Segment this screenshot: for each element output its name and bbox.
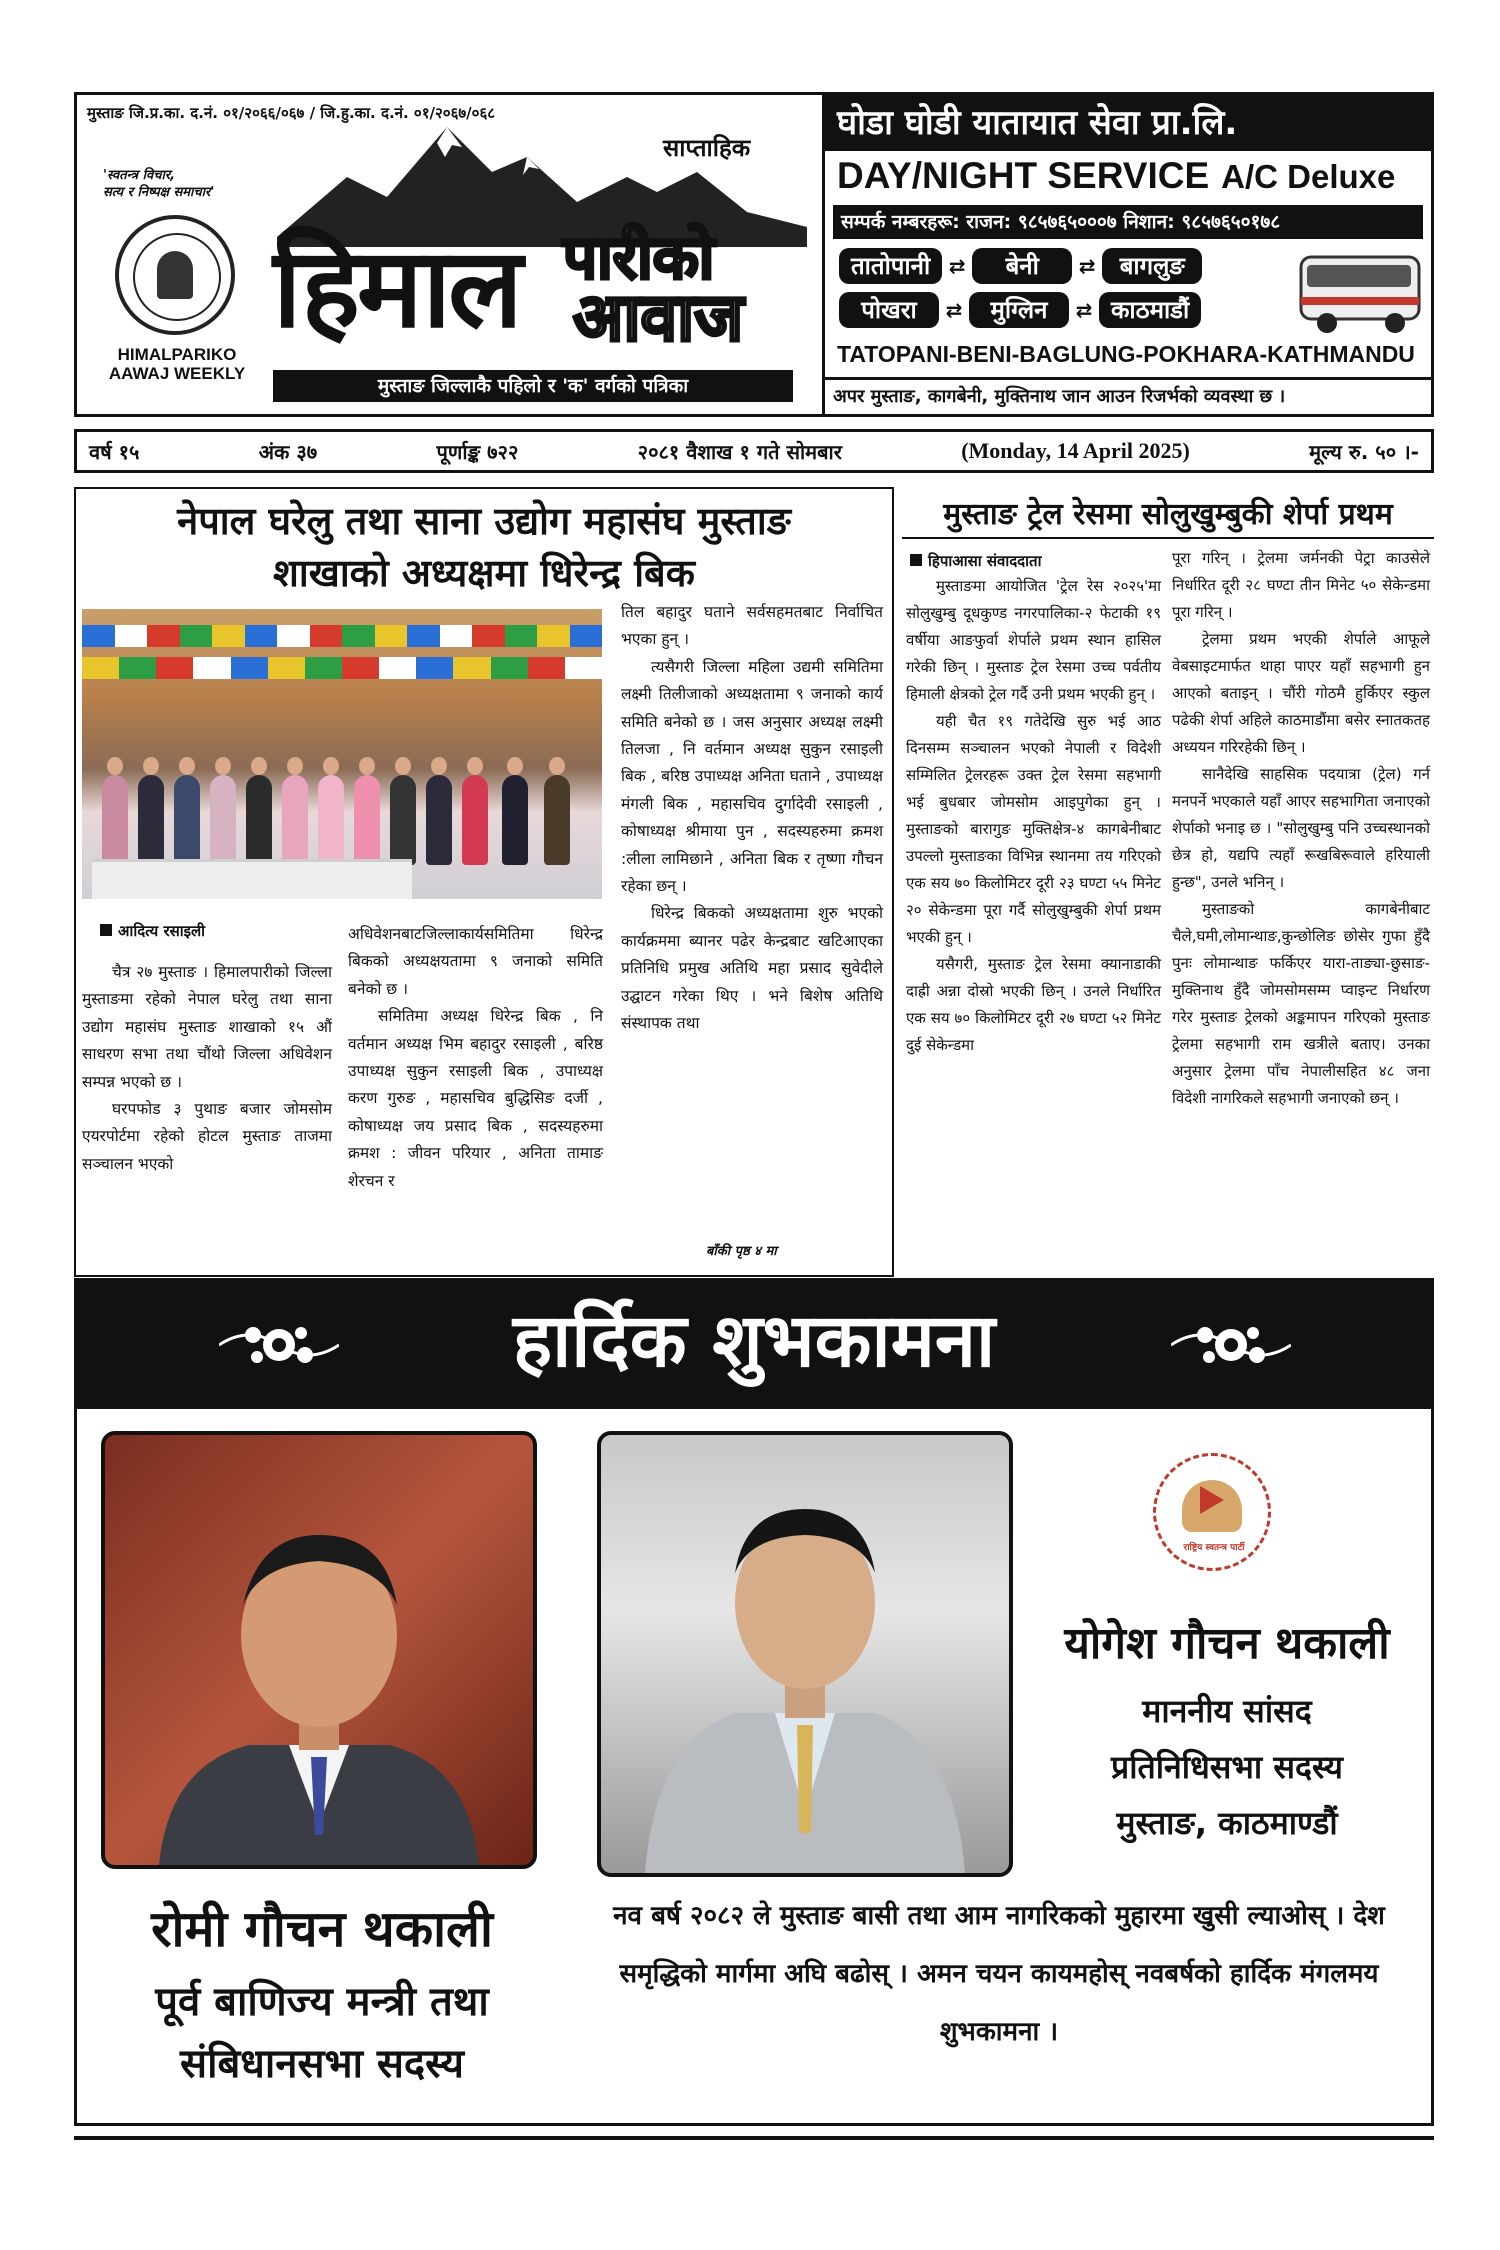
person-1-role bbox=[77, 1971, 567, 2095]
story1-paragraph: अधिवेशनबाटजिल्लाकार्यसमितिमा धिरेन्द्र बिकको अध्यक्षयतामा ९ जनाको समिति बनेको छ । bbox=[348, 925, 603, 998]
story2-paragraph: यही चैत १९ गतेदेखि सुरु भई आठ दिनसम्म सञ्चालन भएको नेपाली र विदेशी सम्मिलित ट्रेलरहरू उक्त ट्रेल रेसमा सहभागी भई बुधबार जोमसोम आइपुगेका हुन् । मुस्ताङको बारागुङ मुक्तिक्षेत्र-४ कागबेनीबाट उपल्लो मुस्ताङका विभिन्न स्थानमा तय गरिएको एक सय ७० किलोमिटर दूरी २३ घण्टा ५५ मिनेट २० सेकेन्डमा पूरा गर्दै सोलुखुम्बुकी शेर्पा प्रथम भएकी हुन् । bbox=[906, 712, 1161, 946]
story2-byline: हिपाआसा संवाददाता bbox=[910, 551, 1041, 571]
bus-icon bbox=[1295, 247, 1425, 337]
tagline-line-1: 'स्वतन्त्र विचार, bbox=[103, 168, 176, 183]
route-row-2 bbox=[839, 292, 1201, 328]
bottom-rule bbox=[74, 2136, 1434, 2140]
weekly-label: साप्ताहिक bbox=[663, 134, 751, 162]
masthead-subtitle: मुस्ताङ जिल्लाकै पहिलो र 'क' वर्गको पत्रिका bbox=[273, 370, 793, 402]
two-way-arrow-icon: ⇄ bbox=[945, 298, 963, 322]
story2-headline: मुस्ताङ ट्रेल रेसमा सोलुखुम्बुकी शेर्पा प्रथम bbox=[902, 491, 1434, 539]
ad-reservation-note: अपर मुस्ताङ, कागबेनी, मुक्तिनाथ जान आउन रिजर्भको व्यवस्था छ । bbox=[825, 377, 1431, 414]
two-way-arrow-icon: ⇄ bbox=[948, 254, 966, 278]
ad-company-name: घोडा घोडी यातायात सेवा प्रा.लि. bbox=[825, 95, 1431, 151]
portrait-photo-yogesh bbox=[597, 1431, 1013, 1877]
story1-headline-line-2: शाखाको अध्यक्षमा धिरेन्द्र बिक bbox=[273, 551, 695, 595]
nepal-flag-icon bbox=[1200, 1486, 1224, 1514]
route-stop: बागलुङ bbox=[1102, 248, 1202, 284]
story-trail-race bbox=[902, 487, 1434, 1277]
story1-paragraph: धिरेन्द्र बिकको अध्यक्षतामा शुरु भएको कार्यक्रममा ब्यानर पढेर केन्द्रबाट खटिआएका प्रतिनिधि प्रमुख अतिथि महा प्रसाद सुवेदीले उद्घाटन गरेका थिए । भने बिशेष अतिथि संस्थापक तथा bbox=[621, 904, 883, 1033]
story1-paragraph: त्यसैगरी जिल्ला महिला उद्यमी समितिमा लक्ष्मी तिलीजाको अध्यक्षतामा ९ जनाको कार्य समिति बनेको छ । जस अनुसार अध्यक्ष लक्ष्मी तिलजा , नि वर्तमान अध्यक्ष सुकुन रसाइली बिक , बरिष्ठ उपाध्यक्ष अनिता घताने , उपाध्यक्ष मंगली बिक , महासचिव दुर्गादेवी रसाइली , कोषाध्यक्ष श्रीमाया पुन , सदस्यहरुमा क्रमश :लीला लामिछाने , अनिता बिक र तृष्णा गौचन रहेका छन् । bbox=[621, 657, 883, 896]
route-stop: तातोपानी bbox=[839, 248, 942, 284]
newspaper-seal-logo bbox=[115, 215, 235, 335]
title-pariko: पारीको bbox=[563, 223, 715, 293]
ad-contact: सम्पर्क नम्बरहरू: राजन: ९८५७६५०००७ निशान: ९८५७६५०१७८ bbox=[833, 205, 1423, 239]
party-logo bbox=[1153, 1453, 1271, 1571]
issue-date-nepali: २०८१ वैशाख १ गते सोमबार bbox=[637, 439, 842, 464]
transport-ad bbox=[822, 95, 1431, 414]
story1-continued-note: बाँकी पृष्ठ ४ मा bbox=[706, 1244, 777, 1259]
masthead bbox=[74, 92, 1434, 417]
ad-route-english: TATOPANI-BENI-BAGLUNG-POKHARA-KATHMANDU bbox=[837, 341, 1415, 367]
person-2-role bbox=[1027, 1683, 1427, 1851]
issue-year: वर्ष १५ bbox=[89, 439, 140, 464]
ad-service-label: DAY/NIGHT SERVICE bbox=[837, 155, 1210, 196]
newspaper-page bbox=[74, 92, 1434, 1277]
route-stop: मुग्लिन bbox=[969, 292, 1069, 328]
brand-english bbox=[87, 345, 267, 383]
brand-english-line-1: HIMALPARIKO bbox=[117, 345, 237, 364]
registration-line: मुस्ताङ जि.प्र.का. द.नं. ०१/२०६६/०६७ / जि.हु.का. द.नं. ०१/२०६७/०६८ bbox=[87, 104, 496, 122]
portrait-figure bbox=[139, 1495, 499, 1865]
person-1-name: रोमी गौचन थकाली bbox=[151, 1900, 493, 1958]
floral-ornament-icon bbox=[1171, 1315, 1291, 1375]
person-1-role-line-2: संबिधानसभा सदस्य bbox=[180, 2041, 464, 2087]
story1-paragraph: समितिमा अध्यक्ष धिरेन्द्र बिक , नि वर्तमान अध्यक्ष भिम बहादुर रसाइली , बरिष्ठ उपाध्यक्ष सुकुन रसाइली बिक , उपाध्यक्ष करण गुरुङ , महासचिव बुद्धिसिङ दर्जी , कोषाध्यक्ष जय प्रसाद बिक , सदस्यहरुमा क्रमश : जीवन परियार , अनिता तामाङ शेरचन र bbox=[348, 1007, 603, 1190]
stories-section bbox=[74, 487, 1434, 1277]
masthead-brand bbox=[77, 95, 822, 414]
route-row-1 bbox=[839, 248, 1202, 284]
issue-full-number: पूर्णाङ्क ७२२ bbox=[436, 439, 519, 464]
route-stop: बेनी bbox=[972, 248, 1072, 284]
person-2-role-line-2: प्रतिनिधिसभा सदस्य bbox=[1111, 1748, 1343, 1786]
story1-column-1 bbox=[82, 959, 332, 1178]
person-2-name: योगेश गौचन थकाली bbox=[1064, 1618, 1390, 1669]
issue-date-english: (Monday, 14 April 2025) bbox=[961, 438, 1190, 463]
greeting-title: हार्दिक शुभकामना bbox=[512, 1298, 996, 1384]
story1-paragraph: चैत्र २७ मुस्ताङ । हिमालपारीको जिल्ला मुस्ताङमा रहेको नेपाल घरेलु तथा साना उद्योग महासंघ मुस्ताङ शाखाको १५ औं साधरण सभा तथा चौंथो जिल्ला अधिवेशन सम्पन्न भएको छ । bbox=[82, 963, 332, 1091]
story2-paragraph: सानैदेखि साहसिक पदयात्रा (ट्रेल) गर्न मनपर्ने भएकाले यहाँ आएर सहभागिता जनाएको शेर्पाको भनाइ छ । "सोलुखुम्बु पनि उच्चस्थानको छेत्र हो, यद्यपि त्यहाँ रूखबिरूवाले हरियाली हुन्छ", उनले भनिन् । bbox=[1172, 765, 1430, 891]
ad-ac-label: A/C Deluxe bbox=[1221, 158, 1396, 195]
greeting-message: नव बर्ष २०८२ ले मुस्ताङ बासी तथा आम नागरिकको मुहारमा खुसी ल्याओस् । देश समृद्धिको मार्गमा अघि बढोस् । अमन चयन कायमहोस् नवबर्षको हार्दिक मंगलमय शुभकामना । bbox=[613, 1901, 1385, 2047]
route-stop: काठमाडौं bbox=[1099, 292, 1201, 328]
issue-info-bar bbox=[74, 429, 1434, 473]
title-aawaj: आवाज bbox=[573, 279, 744, 356]
story2-column-1 bbox=[906, 573, 1161, 1059]
story-industry-federation bbox=[74, 487, 894, 1277]
issue-number: अंक ३७ bbox=[258, 439, 318, 464]
person-1-role-line-1: पूर्व बाणिज्य मन्त्री तथा bbox=[155, 1979, 489, 2025]
tagline-line-2: सत्य र निष्पक्ष समाचार' bbox=[103, 185, 215, 200]
greeting-title-bar bbox=[77, 1281, 1431, 1409]
story1-paragraph: घरपफोड ३ पुथाङ बजार जोमसोम एयरपोर्टमा रहेको होटल मुस्ताङ ताजमा सञ्चालन भएको bbox=[82, 1100, 332, 1173]
route-stop: पोखरा bbox=[839, 292, 939, 328]
ad-service bbox=[837, 155, 1395, 197]
story2-paragraph: मुस्ताङको कागबेनीबाट चैले,घमी,लोमान्थाङ,कुन्छोलिङ छोसेर गुफा हुँदै पुनः लोमान्थाङ फर्किएर यारा-ताङ्या-छुसाङ-मुक्तिनाथ हुँदै जोमसोमसम्म प्वाइन्ट निर्धारण गरेर मुस्ताङ ट्रेलको अङ्कमापन गरिएको मुस्ताङ ट्रेलमा सहभागी राम खत्रीले बताए। उनका अनुसार ट्रेलमा पाँच नेपालीसहित ४८ जना विदेशी नागरिकले सहभागी जनाएको छन् । bbox=[1172, 900, 1430, 1107]
story1-column-2 bbox=[348, 921, 603, 1195]
story1-paragraph: तिल बहादुर घताने सर्वसहमतबाट निर्वाचित भएका हुन् । bbox=[621, 603, 883, 649]
two-way-arrow-icon: ⇄ bbox=[1078, 254, 1096, 278]
story1-headline-line-1: नेपाल घरेलु तथा साना उद्योग महासंघ मुस्ताङ bbox=[177, 499, 791, 543]
party-logo-text: राष्ट्रिय स्वतन्त्र पार्टी bbox=[1183, 1543, 1245, 1553]
person-2-role-line-3: मुस्ताङ, काठमाण्डौं bbox=[1116, 1804, 1338, 1842]
two-way-arrow-icon: ⇄ bbox=[1075, 298, 1093, 322]
title-himal: हिमाल bbox=[273, 224, 520, 352]
story1-byline: आदित्य रसाइली bbox=[100, 921, 205, 941]
story1-group-photo bbox=[82, 609, 602, 899]
portrait-figure bbox=[625, 1473, 985, 1873]
brand-english-line-2: AAWAJ WEEKLY bbox=[108, 364, 246, 383]
prayer-flags bbox=[82, 657, 602, 679]
tagline bbox=[103, 167, 214, 201]
story2-paragraph: पूरा गरिन् । ट्रेलमा जर्मनकी पेट्रा काउसेले निर्धारित दूरी २८ घण्टा तीन मिनेट ५० सेकेन्डमा पूरा गरिन् । bbox=[1172, 549, 1430, 621]
story2-paragraph: यसैगरी, मुस्ताङ ट्रेल रेसमा क्यानाडाकी दाह्री अन्ना दोस्रो भएकी छिन् । उनले निर्धारित एक सय ७० किलोमिटर दूरी २७ घण्टा ५२ मिनेट दुई सेकेन्डमा bbox=[906, 955, 1161, 1054]
greeting-advertisement bbox=[74, 1278, 1434, 2126]
person-2-role-line-1: माननीय सांसद bbox=[1142, 1692, 1312, 1730]
story2-paragraph: मुस्ताङमा आयोजित 'ट्रेल रेस २०२५'मा सोलुखुम्बु दूधकुण्ड नगरपालिका-२ फेटाकी १९ वर्षीया आङफुर्वा शेर्पाले प्रथम स्थान हासिल गरेकी छिन् । मुस्ताङ ट्रेल रेसमा उच्च पर्वतीय हिमाली क्षेत्रको ट्रेल गर्दै उनी प्रथम भएकी हुन् । bbox=[906, 577, 1161, 703]
newspaper-title bbox=[273, 223, 744, 356]
story2-column-2 bbox=[1172, 545, 1430, 1112]
issue-price: मूल्य रु. ५० ।- bbox=[1309, 439, 1419, 464]
prayer-flags bbox=[82, 625, 602, 647]
story1-column-3 bbox=[621, 599, 883, 1038]
story1-headline bbox=[84, 495, 884, 599]
story2-paragraph: ट्रेलमा प्रथम भएकी शेर्पाले आफूले वेबसाइटमार्फत थाहा पाएर यहाँ सहभागी हुन आएको बताइन् । चौंरी गोठमै हुर्किएर स्कुल पढेकी शेर्पा अहिले काठमाडौंमा बसेर स्नातकतह अध्ययन गरिरहेकी छिन् । bbox=[1172, 630, 1430, 756]
portrait-photo-romi bbox=[101, 1431, 537, 1869]
